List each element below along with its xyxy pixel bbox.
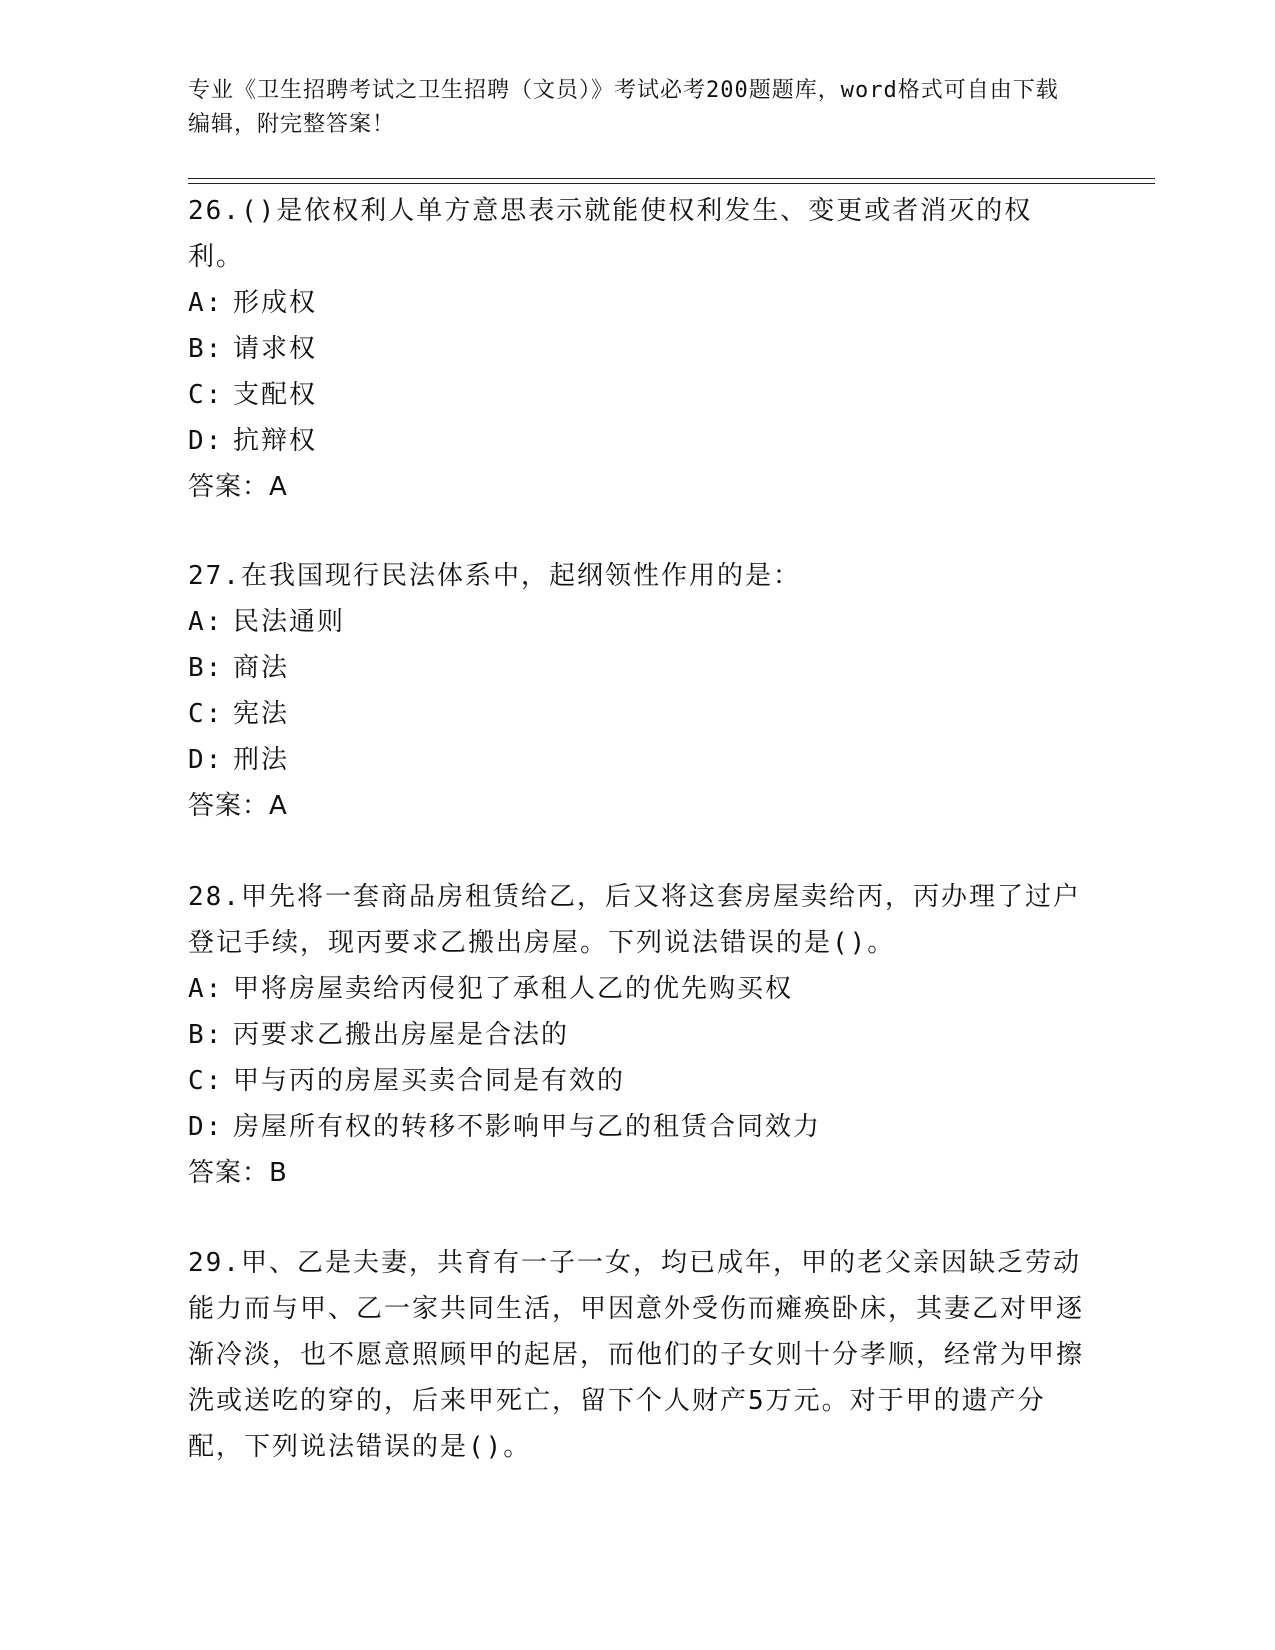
option-letter: D:	[188, 745, 224, 775]
option-letter: D:	[188, 1112, 224, 1142]
option-text: 甲与丙的房屋买卖合同是有效的	[233, 1066, 626, 1096]
option-c	[188, 1058, 1088, 1104]
header-divider-top	[188, 178, 1155, 179]
option-text: 甲将房屋卖给丙侵犯了承租人乙的优先购买权	[233, 974, 794, 1004]
option-a	[188, 280, 1088, 326]
option-c	[188, 372, 1088, 418]
header-divider-bottom	[188, 183, 1155, 184]
option-letter: C:	[188, 699, 224, 729]
option-d	[188, 737, 1088, 783]
question-text: 29.甲、乙是夫妻，共育有一子一女，均已成年，甲的老父亲因缺乏劳动能力而与甲、乙一家共同生活，甲因意外受伤而瘫痪卧床，其妻乙对甲逐渐冷淡，也不愿意照顾甲的起居，而他们的子女则十分孝顺，经常为甲擦洗或送吃的穿的，后来甲死亡，留下个人财产5万元。对于甲的遗产分配，下列说法错误的是()。	[188, 1248, 1085, 1462]
question-text: 26.()是依权利人单方意思表示就能使权利发生、变更或者消灭的权利。	[188, 196, 1033, 272]
question-26	[188, 188, 1088, 510]
question-28	[188, 874, 1088, 1196]
option-b	[188, 326, 1088, 372]
option-letter: D:	[188, 426, 224, 456]
option-text: 刑法	[233, 745, 290, 775]
option-c	[188, 691, 1088, 737]
option-b	[188, 1012, 1088, 1058]
option-letter: B:	[188, 653, 224, 683]
option-a	[188, 599, 1088, 645]
option-letter: A:	[188, 974, 224, 1004]
option-b	[188, 645, 1088, 691]
option-text: 请求权	[233, 334, 318, 364]
option-text: 支配权	[233, 380, 318, 410]
question-text: 27.在我国现行民法体系中，起纲领性作用的是：	[188, 561, 801, 591]
answer-line: 答案：A	[188, 791, 288, 821]
question-27	[188, 553, 1088, 829]
option-text: 丙要求乙搬出房屋是合法的	[233, 1020, 570, 1050]
option-text: 抗辩权	[233, 426, 318, 456]
question-text: 28.甲先将一套商品房租赁给乙，后又将这套房屋卖给丙，丙办理了过户登记手续，现丙要求乙搬出房屋。下列说法错误的是()。	[188, 882, 1081, 958]
answer-line: 答案：B	[188, 1158, 288, 1188]
option-text: 形成权	[233, 288, 318, 318]
option-text: 民法通则	[233, 607, 346, 637]
option-letter: C:	[188, 380, 224, 410]
question-29	[188, 1240, 1088, 1470]
option-d	[188, 1104, 1088, 1150]
option-d	[188, 418, 1088, 464]
answer-line: 答案：A	[188, 472, 288, 502]
option-text: 商法	[233, 653, 290, 683]
option-letter: A:	[188, 607, 224, 637]
option-letter: A:	[188, 288, 224, 318]
header-text: 专业《卫生招聘考试之卫生招聘（文员）》考试必考200题题库，word格式可自由下载编辑，附完整答案！	[188, 78, 1059, 137]
document-header	[188, 74, 1068, 142]
option-letter: B:	[188, 334, 224, 364]
option-text: 房屋所有权的转移不影响甲与乙的租赁合同效力	[233, 1112, 822, 1142]
option-a	[188, 966, 1088, 1012]
option-text: 宪法	[233, 699, 290, 729]
option-letter: C:	[188, 1066, 224, 1096]
option-letter: B:	[188, 1020, 224, 1050]
